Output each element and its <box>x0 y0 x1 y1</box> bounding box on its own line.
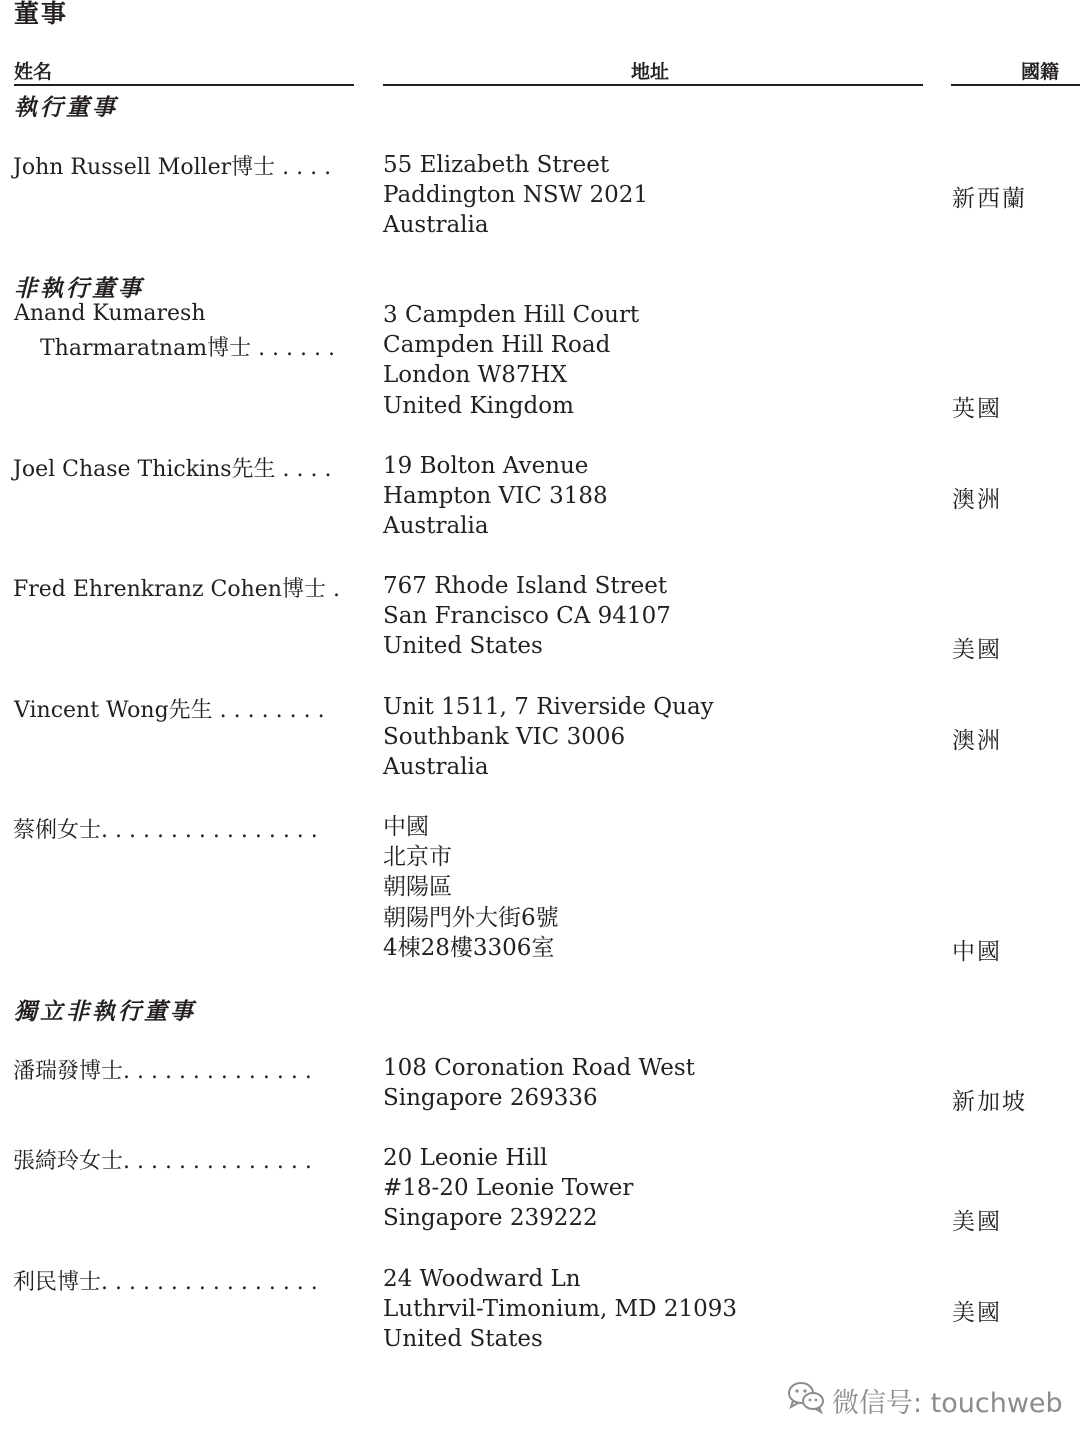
address-line: 19 Bolton Avenue <box>383 453 589 479</box>
address-line: 朝陽門外大街6號 <box>383 904 559 931</box>
director-name: Fred Ehrenkranz Cohen博士 . <box>13 577 340 602</box>
director-nationality: 英國 <box>952 396 1002 422</box>
address-line: Singapore 239222 <box>383 1205 598 1232</box>
address-line: #18-20 Leonie Tower <box>383 1175 634 1202</box>
address-line: 中國 <box>383 814 429 840</box>
watermark <box>786 1380 1063 1420</box>
section-title: 執行董事 <box>14 94 118 121</box>
director-name: 利民博士. . . . . . . . . . . . . . . . <box>13 1270 318 1295</box>
address-line: 4棟28樓3306室 <box>383 934 555 961</box>
director-name-continued: Tharmaratnam博士 . . . . . . <box>40 336 335 361</box>
director-nationality: 澳洲 <box>952 487 1002 513</box>
address-line: Australia <box>383 513 489 540</box>
address-line: 55 Elizabeth Street <box>383 152 610 178</box>
director-address <box>383 571 671 662</box>
address-line: Paddington NSW 2021 <box>383 182 649 209</box>
address-line: Southbank VIC 3006 <box>383 724 626 751</box>
column-rule-address <box>383 84 923 86</box>
column-header-address: 地址 <box>631 61 670 83</box>
address-line: Campden Hill Road <box>383 332 611 359</box>
address-line: 108 Coronation Road West <box>383 1055 695 1081</box>
watermark-text: 微信号: touchweb <box>832 1387 1063 1419</box>
address-line: United States <box>383 633 543 660</box>
column-rule-name <box>14 84 354 86</box>
column-rule-nationality <box>951 84 1080 86</box>
address-line: United Kingdom <box>383 392 574 419</box>
section-title: 非執行董事 <box>14 275 144 302</box>
section-title: 獨立非執行董事 <box>14 998 196 1025</box>
director-address <box>383 692 714 783</box>
director-address <box>383 812 559 963</box>
director-nationality: 新加坡 <box>952 1089 1027 1115</box>
address-line: 北京市 <box>383 844 452 871</box>
director-address <box>383 150 648 241</box>
address-line: 24 Woodward Ln <box>383 1266 581 1292</box>
address-line: Singapore 269336 <box>383 1085 598 1112</box>
address-line: Unit 1511, 7 Riverside Quay <box>383 694 714 720</box>
director-name: Anand Kumaresh <box>14 301 206 326</box>
director-nationality: 中國 <box>952 939 1002 965</box>
address-line: Hampton VIC 3188 <box>383 483 608 510</box>
address-line: Australia <box>383 754 489 781</box>
director-name: 蔡俐女士. . . . . . . . . . . . . . . . <box>13 818 318 843</box>
director-address <box>383 451 608 542</box>
director-nationality: 美國 <box>952 1209 1002 1235</box>
director-name: 潘瑞發博士. . . . . . . . . . . . . . <box>13 1059 312 1084</box>
director-nationality: 美國 <box>952 1300 1002 1326</box>
address-line: Luthrvil-Timonium, MD 21093 <box>383 1296 738 1323</box>
director-nationality: 新西蘭 <box>952 186 1027 212</box>
column-header-name: 姓名 <box>14 61 53 83</box>
column-header-nationality: 國籍 <box>1021 61 1060 83</box>
director-name: Joel Chase Thickins先生 . . . . <box>13 457 332 482</box>
director-nationality: 澳洲 <box>952 728 1002 754</box>
address-line: San Francisco CA 94107 <box>383 603 671 630</box>
address-line: United States <box>383 1326 543 1353</box>
address-line: 3 Campden Hill Court <box>383 302 640 328</box>
director-address <box>383 1264 737 1355</box>
address-line: 767 Rhode Island Street <box>383 573 668 599</box>
wechat-icon <box>786 1380 832 1421</box>
director-address <box>383 1143 633 1234</box>
address-line: Australia <box>383 212 489 239</box>
page-title: 董事 <box>14 0 69 28</box>
director-address <box>383 300 639 421</box>
director-name: Vincent Wong先生 . . . . . . . . <box>14 698 325 723</box>
address-line: 20 Leonie Hill <box>383 1145 548 1171</box>
address-line: 朝陽區 <box>383 874 452 901</box>
director-name: John Russell Moller博士 . . . . <box>13 155 332 180</box>
director-address <box>383 1053 695 1113</box>
address-line: London W87HX <box>383 362 567 389</box>
director-name: 張綺玲女士. . . . . . . . . . . . . . <box>13 1149 312 1174</box>
director-nationality: 美國 <box>952 637 1002 663</box>
